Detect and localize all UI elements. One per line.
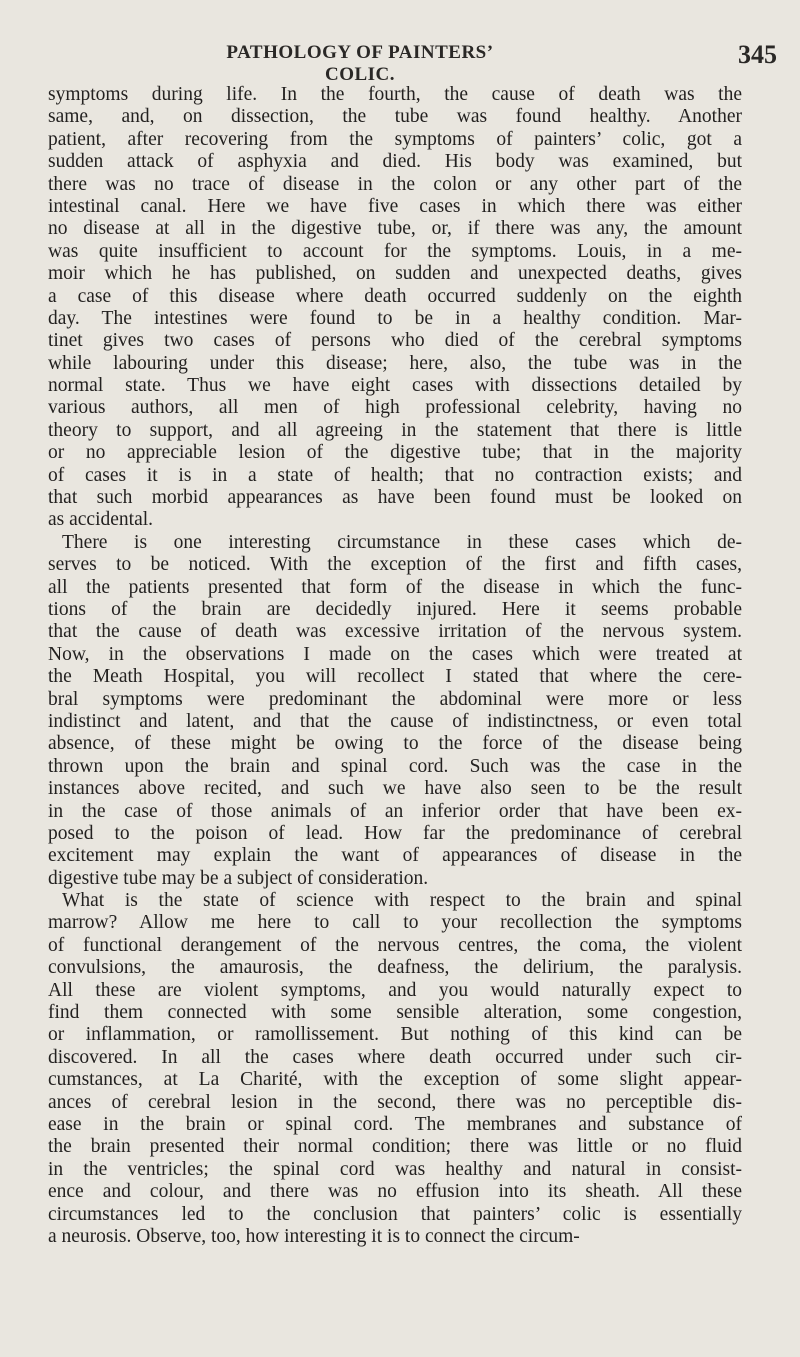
text-line: indistinct and latent, and that the cause of indistinctness, or even total <box>48 710 742 732</box>
text-line: a neurosis. Observe, too, how interesting it is to connect the circum- <box>48 1225 580 1247</box>
text-line: normal state. Thus we have eight cases with dissections detailed by <box>48 375 742 397</box>
text-line: no disease at all in the digestive tube, or, if there was any, the amount <box>48 218 742 240</box>
text-line: serves to be noticed. With the exception of the first and fifth cases, <box>48 554 742 576</box>
text-line: in the ventricles; the spinal cord was healthy and natural in consist- <box>48 1158 742 1180</box>
text-line: discovered. In all the cases where death occurred under such cir- <box>48 1046 742 1068</box>
text-line: was quite insufficient to account for the symptoms. Louis, in a me- <box>48 240 742 262</box>
text-line: tions of the brain are decidedly injured. Here it seems probable <box>48 598 742 620</box>
text-line: or inflammation, or ramollissement. But nothing of this kind can be <box>48 1024 742 1046</box>
body-text <box>48 84 742 1248</box>
text-line: tinet gives two cases of persons who died of the cerebral symptoms <box>48 330 742 352</box>
text-line: as accidental. <box>48 509 154 531</box>
text-line: Now, in the observations I made on the cases which were treated at <box>48 643 742 665</box>
text-line: that the cause of death was excessive irritation of the nervous system. <box>48 621 742 643</box>
text-line: various authors, all men of high professional celebrity, having no <box>48 397 742 419</box>
text-line: What is the state of science with respect to the brain and spinal <box>62 890 742 912</box>
text-line: same, and, on dissection, the tube was found healthy. Another <box>48 106 742 128</box>
text-line: digestive tube may be a subject of consideration. <box>48 867 429 889</box>
text-line: ence and colour, and there was no effusion into its sheath. All these <box>48 1181 742 1203</box>
text-line: find them connected with some sensible alteration, some congestion, <box>48 1002 742 1024</box>
text-line: all the patients presented that form of the disease in which the func- <box>48 576 742 598</box>
text-line: instances above recited, and such we have also seen to be the result <box>48 778 742 800</box>
text-line: marrow? Allow me here to call to your recollection the symptoms <box>48 912 742 934</box>
text-line: There is one interesting circumstance in these cases which de- <box>62 531 742 553</box>
text-line: posed to the poison of lead. How far the predominance of cerebral <box>48 822 742 844</box>
text-line: patient, after recovering from the symptoms of painters’ colic, got a <box>48 128 742 150</box>
text-line: absence, of these might be owing to the force of the disease being <box>48 733 742 755</box>
text-line: thrown upon the brain and spinal cord. Such was the case in the <box>48 755 742 777</box>
text-line: cumstances, at La Charité, with the exception of some slight appear- <box>48 1069 742 1091</box>
text-line: while labouring under this disease; here, also, the tube was in the <box>48 352 742 374</box>
text-line: the brain presented their normal condition; there was little or no fluid <box>48 1136 742 1158</box>
text-line: sudden attack of asphyxia and died. His body was examined, but <box>48 151 742 173</box>
text-line: ances of cerebral lesion in the second, there was no perceptible dis- <box>48 1091 742 1113</box>
text-line: the Meath Hospital, you will recollect I stated that where the cere- <box>48 666 742 688</box>
text-line: intestinal canal. Here we have five cases in which there was either <box>48 195 742 217</box>
text-line: ease in the brain or spinal cord. The membranes and substance of <box>48 1113 742 1135</box>
text-line: circumstances led to the conclusion that painters’ colic is essentially <box>48 1203 742 1225</box>
text-line: there was no trace of disease in the colon or any other part of the <box>48 173 742 195</box>
text-line: convulsions, the amaurosis, the deafness, the delirium, the paralysis. <box>48 957 742 979</box>
text-line: or no appreciable lesion of the digestive tube; that in the majority <box>48 442 742 464</box>
text-line: theory to support, and all agreeing in the statement that there is little <box>48 419 742 441</box>
text-line: excitement may explain the want of appearances of disease in the <box>48 845 742 867</box>
text-line: in the case of those animals of an inferior order that have been ex- <box>48 800 742 822</box>
text-line: All these are violent symptoms, and you would naturally expect to <box>48 979 742 1001</box>
running-title: PATHOLOGY OF PAINTERS’ COLIC. <box>226 42 494 85</box>
text-line: bral symptoms were predominant the abdominal were more or less <box>48 688 742 710</box>
text-line: moir which he has published, on sudden and unexpected deaths, gives <box>48 263 742 285</box>
text-line: day. The intestines were found to be in a healthy condition. Mar- <box>48 307 742 329</box>
text-line: a case of this disease where death occurred suddenly on the eighth <box>48 285 742 307</box>
page-header <box>0 40 800 85</box>
text-line: of cases it is in a state of health; that no contraction exists; and <box>48 464 742 486</box>
text-line: that such morbid appearances as have been found must be looked on <box>48 487 742 509</box>
page-number: 345 <box>738 40 777 69</box>
text-line: symptoms during life. In the fourth, the cause of death was the <box>48 84 742 105</box>
text-line: of functional derangement of the nervous centres, the coma, the violent <box>48 934 742 956</box>
